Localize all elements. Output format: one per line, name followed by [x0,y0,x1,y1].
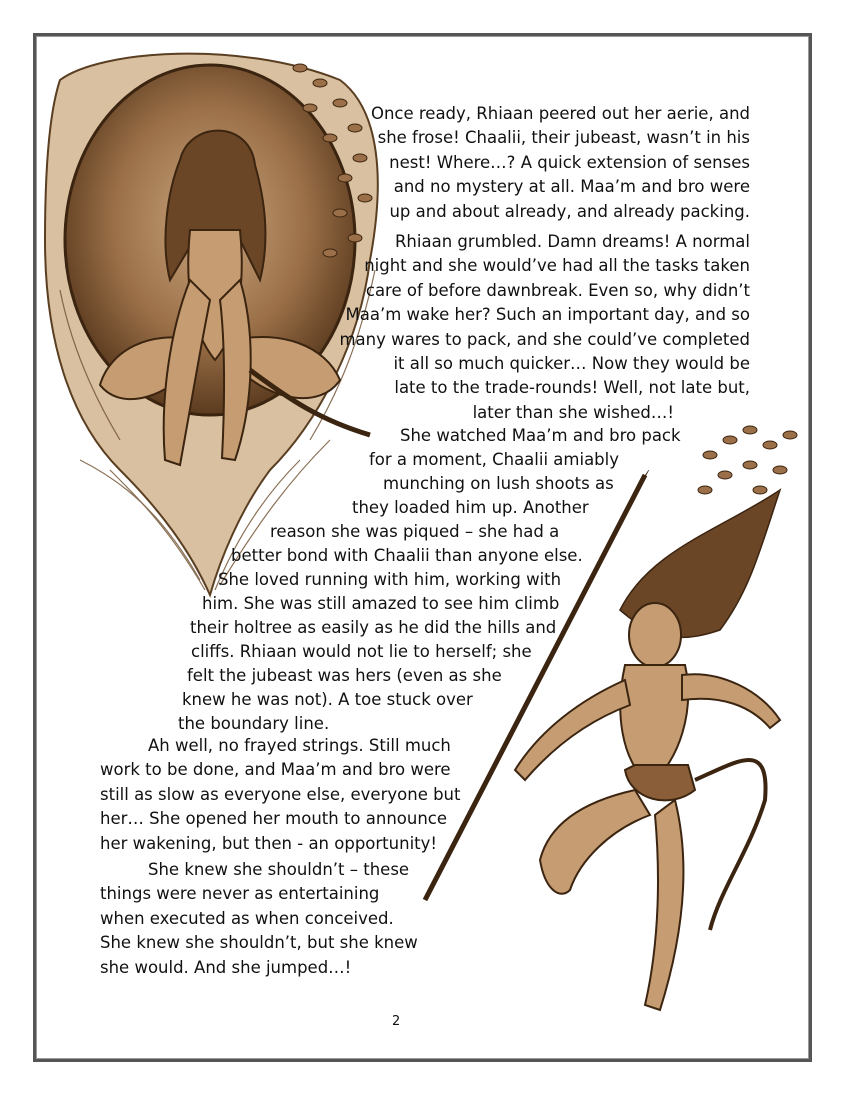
paragraph-line: when executed as when conceived. [100,908,394,928]
paragraph-line: things were never as entertaining [100,884,380,904]
paragraph-4 [100,734,461,856]
paragraph-line: cliffs. Rhiaan would not lie to herself; she [191,642,532,661]
paragraph-line: her wakening, but then - an opportunity! [100,833,438,853]
paragraph-line: still as slow as everyone else, everyone but [100,784,461,804]
paragraph-line: later than she wished…! [472,402,674,422]
paragraph-line: Rhiaan grumbled. Damn dreams! A normal [394,232,750,251]
paragraph-line: up and about already, and already packing. [389,201,750,221]
paragraph-line: She watched Maa’m and bro pack [400,426,681,445]
paragraph-line: Maa’m wake her? Such an important day, and so [345,305,750,325]
paragraph-line: many wares to pack, and she could’ve completed [339,329,750,349]
paragraph-line: She knew she shouldn’t, but she knew [100,933,418,953]
paragraph-line: the boundary line. [178,714,330,733]
paragraph-line: Once ready, Rhiaan peered out her aerie, and [370,104,750,123]
paragraph-line: late to the trade-rounds! Well, not late but, [394,378,750,398]
paragraph-line: they loaded him up. Another [352,498,589,517]
paragraph-line: care of before dawnbreak. Even so, why didn’t [365,280,750,300]
paragraph-line: nest! Where…? A quick extension of senses [389,152,750,172]
paragraph-line: her… She opened her mouth to announce [100,809,448,829]
paragraph-line: Ah well, no frayed strings. Still much [148,736,451,755]
paragraph-line: She loved running with him, working with [218,570,562,589]
paragraph-line: felt the jubeast was hers (even as she [187,666,502,685]
paragraph-line: him. She was still amazed to see him climb [202,594,560,613]
paragraph-line: she would. And she jumped…! [100,957,352,977]
paragraph-line: she frose! Chaalii, their jubeast, wasn’t in his [377,128,750,148]
paragraph-line: knew he was not). A toe stuck over [182,690,473,709]
paragraph-line: their holtree as easily as he did the hills and [190,618,557,637]
paragraph-line: munching on lush shoots as [383,474,614,493]
paragraph-5 [100,858,418,980]
paragraph-line: and no mystery at all. Maa’m and bro were [393,177,750,197]
page-number: 2 [392,1014,401,1029]
paragraph-line: for a moment, Chaalii amiably [369,450,619,469]
paragraph-line: reason she was piqued – she had a [270,522,560,541]
paragraph-line: She knew she shouldn’t – these [148,860,410,879]
paragraph-1 [371,102,750,224]
paragraph-line: better bond with Chaalii than anyone else. [231,546,583,565]
paragraph-2 [339,230,750,425]
paragraph-line: night and she would’ve had all the tasks taken [364,256,750,276]
paragraph-line: work to be done, and Maa’m and bro were [100,760,451,780]
paragraph-line: it all so much quicker… Now they would be [393,354,750,374]
